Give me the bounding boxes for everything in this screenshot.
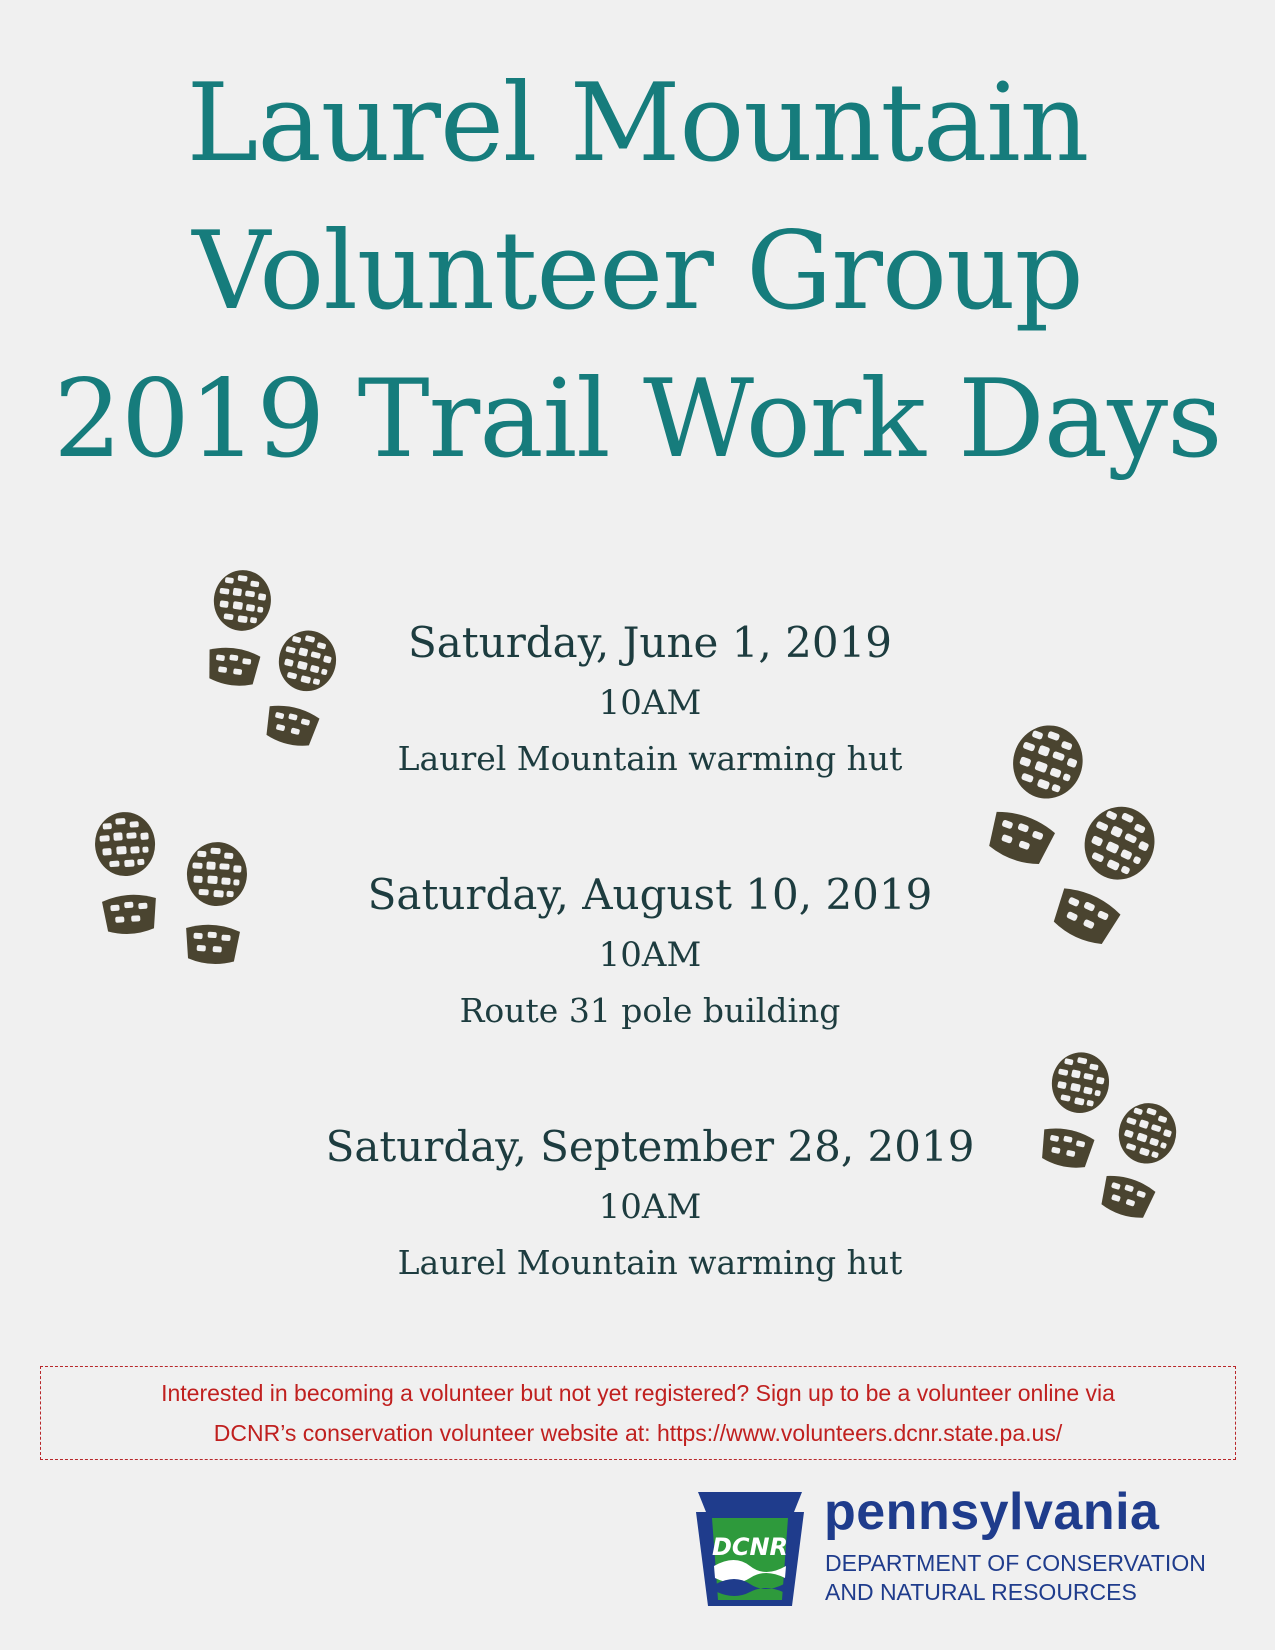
page-title <box>0 50 1275 494</box>
notice-line-1: Interested in becoming a volunteer but not yet registered? Sign up to be a volunteer online via <box>161 1380 1115 1406</box>
volunteer-signup-notice <box>40 1366 1236 1460</box>
event-3 <box>300 1120 1000 1290</box>
footprints-icon <box>205 570 345 770</box>
footprints-icon <box>970 722 1170 992</box>
event-location: Route 31 pole building <box>459 991 841 1030</box>
event-location: Laurel Mountain warming hut <box>397 1243 903 1282</box>
logo-department-name <box>825 1549 1206 1607</box>
logo-dept-line-2: AND NATURAL RESOURCES <box>825 1579 1137 1605</box>
event-date: Saturday, August 10, 2019 <box>367 870 933 919</box>
title-line-1: Laurel Mountain <box>186 61 1089 186</box>
event-date: Saturday, June 1, 2019 <box>407 618 893 667</box>
logo-state-name: pennsylvania <box>824 1483 1160 1541</box>
dcnr-badge-text: DCNR <box>711 1533 789 1561</box>
logo-dept-line-1: DEPARTMENT OF CONSERVATION <box>825 1550 1206 1576</box>
footprints-icon <box>1035 1052 1185 1252</box>
event-time: 10AM <box>598 935 702 975</box>
notice-line-2: DCNR’s conservation volunteer website at: https://www.volunteers.dcnr.state.pa.us/ <box>213 1420 1063 1446</box>
title-line-3: 2019 Trail Work Days <box>53 357 1222 482</box>
dcnr-logo <box>690 1483 1230 1613</box>
title-line-2: Volunteer Group <box>192 209 1083 334</box>
footprints-icon <box>92 812 262 1032</box>
event-location: Laurel Mountain warming hut <box>397 739 903 778</box>
event-1 <box>300 616 1000 786</box>
event-2 <box>300 868 1000 1038</box>
event-time: 10AM <box>598 1187 702 1227</box>
dcnr-keystone-logo <box>690 1488 810 1612</box>
event-date: Saturday, September 28, 2019 <box>325 1122 975 1171</box>
event-time: 10AM <box>598 683 702 723</box>
